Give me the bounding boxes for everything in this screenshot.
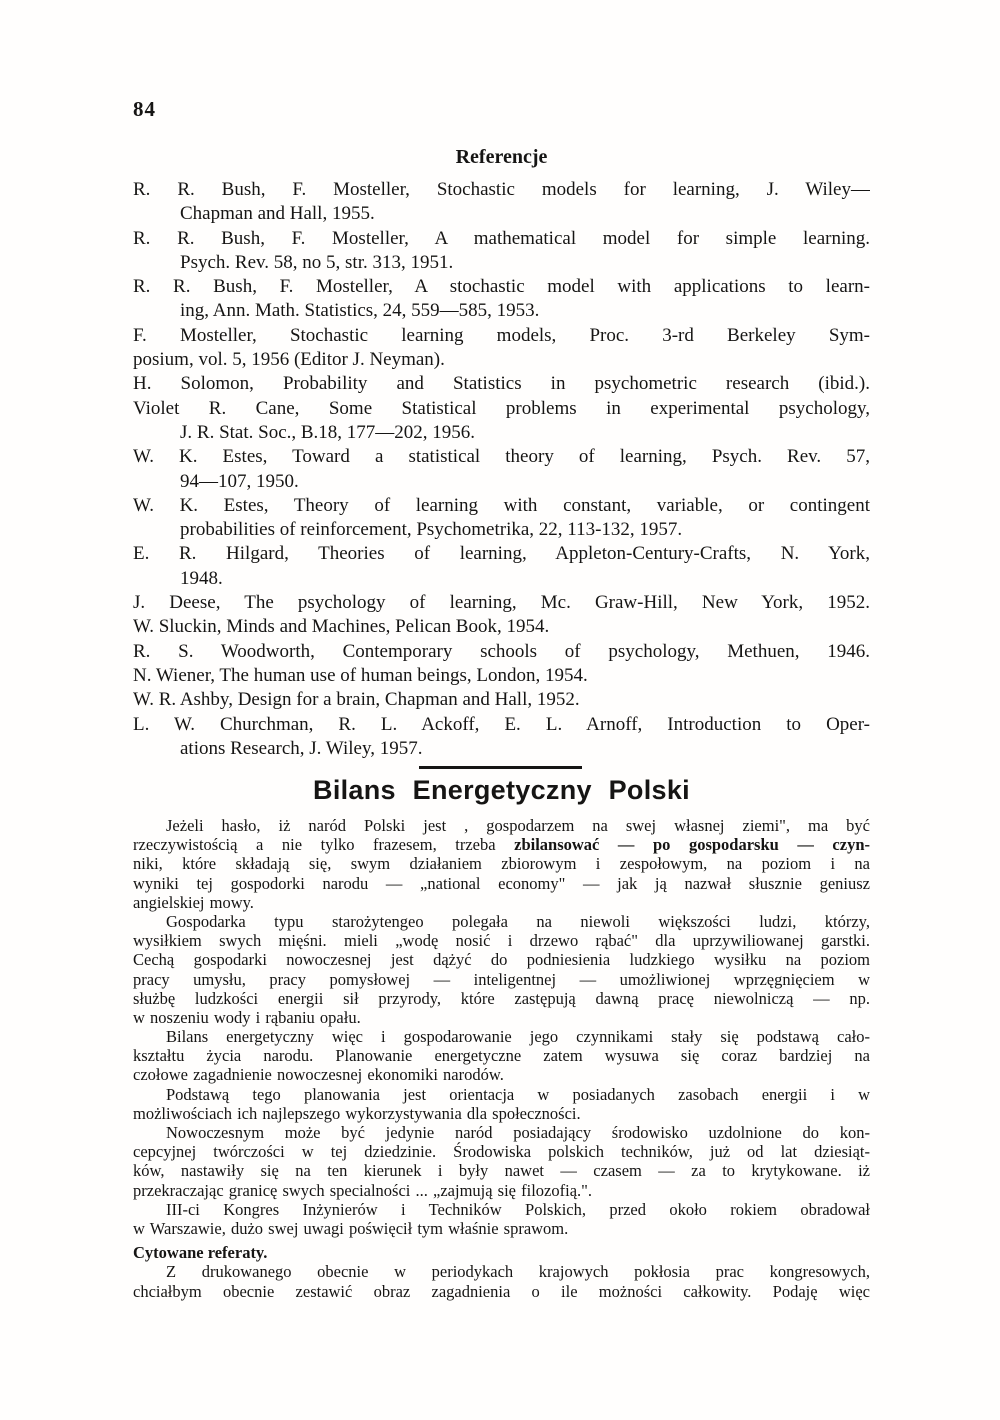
reference-line: R. R. Bush, F. Mosteller, A mathematical model for simple learning. (133, 227, 870, 249)
reference-line: R. R. Bush, F. Mosteller, Stochastic models for learning, J. Wiley— (133, 179, 870, 200)
reference-line: W. K. Estes, Theory of learning with constant, variable, or contingent (133, 494, 870, 516)
paragraph-line: pracy umysłu, pracy pomysłowej — inteligentnej — umożliwionej wprzęgnięciem w (133, 969, 870, 989)
reference-line: Psych. Rev. 58, no 5, str. 313, 1951. (180, 251, 454, 273)
paragraph-line: Gospodarka typu starożytengeo polegała na niewoli większości ludzi, którzy, (166, 911, 870, 931)
paragraph-line: w noszeniu wody i rąbaniu opału. (133, 1007, 361, 1027)
reference-line: W. R. Ashby, Design for a brain, Chapman and Hall, 1952. (133, 689, 580, 711)
reference-line: L. W. Churchman, R. L. Ackoff, E. L. Arnoff, Introduction to Oper- (133, 713, 870, 735)
paragraph-line: Jeżeli hasło, iż naród Polski jest , gospodarzem na swej własnej ziemi", ma być (166, 816, 870, 835)
paragraph-line: czołowe zagadnienie nowoczesnej ekonomiki narodów. (133, 1065, 504, 1085)
reference-line: probabilities of reinforcement, Psychometrika, 22, 113-132, 1957. (180, 519, 683, 541)
paragraph-line: III-ci Kongres Inżynierów i Techników Polskich, przed około rokiem obradował (166, 1199, 870, 1219)
reference-line: 94—107, 1950. (180, 470, 299, 492)
paragraph-line: kształtu życia narodu. Planowanie energetyczne zatem wysuwa się coraz bardziej na (133, 1046, 870, 1066)
paragraph-line: Z drukowanego obecnie w periodykach krajowych pokłosia prac kongresowych, (166, 1262, 870, 1282)
reference-line: Chapman and Hall, 1955. (180, 203, 375, 225)
section-divider (419, 766, 582, 769)
paragraph-line: Bilans energetyczny więc i gospodarowanie jego czynnikami stały się podstawą cało- (166, 1027, 870, 1047)
paragraph-line: wyniki tej gospodorki narodu — „national economy" — jak ją nazwał słusznie geniusz (133, 873, 870, 893)
cited-papers-heading: Cytowane referaty. (133, 1243, 268, 1263)
paragraph-line: Nowoczesnym może być jedynie naród posiadający środowisko uzdolnione do kon- (166, 1123, 870, 1142)
reference-line: posium, vol. 5, 1956 (Editor J. Neyman). (133, 349, 445, 371)
paragraph-line: rzeczywistością a nie tylko frazesem, trzeba zbilansować — po gospodarsku — czyn- (133, 835, 870, 855)
reference-line: R. R. Bush, F. Mosteller, A stochastic model with applications to learn- (133, 276, 870, 298)
reference-line: N. Wiener, The human use of human beings, London, 1954. (133, 664, 588, 686)
paragraph-line: służbę ludzkości energii sił przyrody, które zastępują dawną pracę niewolniczą — np. (133, 988, 870, 1008)
reference-line: J. R. Stat. Soc., B.18, 177—202, 1956. (180, 421, 476, 443)
closing-paragraph (133, 1262, 870, 1300)
paragraph-line: ków, nastawiły się na ten kierunek i były nawet — czasem — za to krytykowane. iż (133, 1161, 870, 1181)
paragraph-line: Podstawą tego planowania jest orientacja w posiadanych zasobach energii i w (166, 1084, 870, 1104)
paragraph-line: niki, które składają się, swym działaniem zbiorowym i zespołowym, na poziom i na (133, 854, 870, 874)
page-number: 84 (133, 97, 156, 121)
article-paragraphs (133, 816, 870, 1238)
reference-line: W. K. Estes, Toward a statistical theory of learning, Psych. Rev. 57, (133, 446, 870, 468)
references-heading: Referencje (455, 146, 548, 168)
reference-line: E. R. Hilgard, Theories of learning, Appleton-Century-Crafts, N. York, (133, 543, 870, 565)
paragraph-line: wysiłkiem swych mięśni. mieli „wodę nosić i drzewo rąbać" dla uprzywiliowanej garstki. (133, 931, 870, 951)
paragraph-line: angielskiej mowy. (133, 892, 254, 912)
reference-line: H. Solomon, Probability and Statistics in psychometric research (ibid.). (133, 373, 870, 395)
references-list (133, 178, 870, 761)
paragraph-line: możliwościach ich najlepszego wykorzystywania dla społeczności. (133, 1103, 581, 1123)
reference-line: 1948. (180, 567, 223, 589)
reference-line: Violet R. Cane, Some Statistical problems in experimental psychology, (133, 397, 870, 419)
reference-line: ing, Ann. Math. Statistics, 24, 559—585, 1953. (180, 300, 540, 322)
reference-line: J. Deese, The psychology of learning, Mc. Graw-Hill, New York, 1952. (133, 592, 870, 614)
paragraph-line: Cechą gospodarki nowoczesnej jest dążyć do podniesienia ludzkiego wysiłku na poziom (133, 950, 870, 970)
article-body (133, 816, 870, 1301)
reference-line: F. Mosteller, Stochastic learning models, Proc. 3-rd Berkeley Sym- (133, 324, 870, 346)
article-title: Bilans Energetyczny Polski (313, 775, 690, 805)
paragraph-line: cepcyjnej twórczości w tej dziedzinie. Środowiska polskich techników, już od lat dziesiąt- (133, 1142, 870, 1162)
paragraph-line: przekraczając granicę swych specialności ... „zajmują się filozofią.". (133, 1180, 593, 1200)
paragraph-line: chciałbym obecnie zestawić obraz zagadnienia o ile możności całkowity. Podaję więc (133, 1281, 870, 1301)
paragraph-line: w Warszawie, dużo swej uwagi poświęcił tym właśnie sprawom. (133, 1218, 569, 1238)
reference-line: R. S. Woodworth, Contemporary schools of psychology, Methuen, 1946. (133, 640, 870, 662)
reference-line: W. Sluckin, Minds and Machines, Pelican Book, 1954. (133, 616, 550, 638)
reference-line: ations Research, J. Wiley, 1957. (180, 737, 423, 759)
